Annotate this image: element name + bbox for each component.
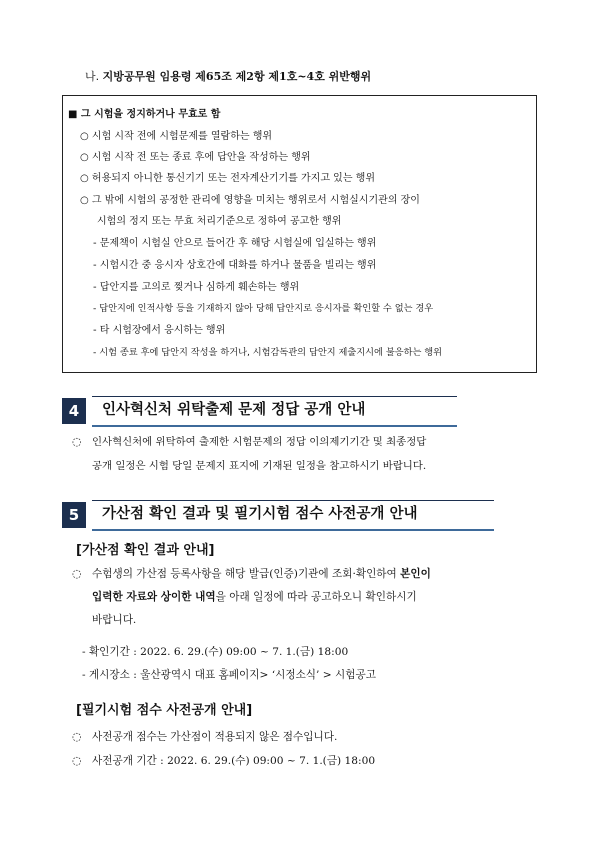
box-item: ○ 시험 시작 전 또는 종료 후에 답안을 작성하는 행위 <box>80 152 311 163</box>
section-4-line1: 인사혁신처에 위탁하여 출제한 시험문제의 정답 이의제기기간 및 최종정답 <box>92 436 427 448</box>
section-4-title: 인사혁신처 위탁출제 문제 정답 공개 안내 <box>92 396 457 427</box>
box-dash-item: - 시험시간 중 응시자 상호간에 대화를 하거나 물품을 빌리는 행위 <box>93 260 377 271</box>
box-item: ○ 그 밖에 시험의 공정한 관리에 영향을 미치는 행위로서 시험실시기관의 장이 <box>80 195 420 206</box>
score-bullet: ◌ <box>72 754 82 767</box>
box-item: ○ 허용되지 아니한 통신기기 또는 전자계산기기를 가지고 있는 행위 <box>80 173 375 184</box>
bonus-bullet: ◌ <box>72 567 82 580</box>
section-4-line2: 공개 일정은 시험 당일 문제지 표지에 기재된 일정을 참고하시기 바랍니다. <box>92 460 427 472</box>
score-preview-period: 사전공개 기간 : 2022. 6. 29.(수) 09:00 ~ 7. 1.(금) 18:00 <box>92 755 376 767</box>
bonus-points-subheading: [가산점 확인 결과 안내] <box>76 543 215 558</box>
box-item: ○ 시험 시작 전에 시험문제를 열람하는 행위 <box>80 131 273 142</box>
violation-heading <box>85 70 371 84</box>
box-dash-item: - 답안지에 인적사항 등을 기재하지 않아 당해 답안지로 응시자를 확인할 수 없는 경우 <box>93 303 434 314</box>
heading-text: 지방공무원 임용령 제65조 제2항 제1호~4호 위반행위 <box>102 70 372 83</box>
score-bullet: ◌ <box>72 730 82 743</box>
section-4-bullet: ◌ <box>72 435 82 448</box>
score-preview-subheading: [필기시험 점수 사전공개 안내] <box>76 703 253 718</box>
bonus-paragraph-line1: 수험생의 가산점 등록사항을 해당 발급(인증)기관에 조회·확인하여 본인이 <box>92 568 431 580</box>
score-preview-note: 사전공개 점수는 가산점이 적용되지 않은 점수입니다. <box>92 731 338 743</box>
section-4-number: 4 <box>62 398 86 424</box>
check-period: - 확인기간 : 2022. 6. 29.(수) 09:00 ~ 7. 1.(금) 18:00 <box>82 646 349 658</box>
section-5-number: 5 <box>62 502 86 528</box>
box-dash-item: - 타 시험장에서 응시하는 행위 <box>93 325 226 336</box>
heading-prefix: 나. <box>85 70 100 83</box>
box-title: ■ 그 시험을 정지하거나 무효로 함 <box>68 109 221 120</box>
box-dash-item: - 문제책이 시험실 안으로 들어간 후 해당 시험실에 입실하는 행위 <box>93 238 377 249</box>
bonus-paragraph-line2: 입력한 자료와 상이한 내역을 아래 일정에 따라 공고하오니 확인하시기 <box>92 591 417 603</box>
post-location: - 게시장소 : 울산광역시 대표 홈페이지> ‘시정소식’ > 시험공고 <box>82 669 376 681</box>
box-dash-item: - 답안지를 고의로 찢거나 심하게 훼손하는 행위 <box>93 282 300 293</box>
box-dash-item: - 시험 종료 후에 답안지 작성을 하거나, 시험감독관의 답안지 제출지시에 불응하는 행위 <box>93 347 442 358</box>
section-5-title: 가산점 확인 결과 및 필기시험 점수 사전공개 안내 <box>92 500 494 531</box>
bonus-paragraph-line3: 바랍니다. <box>92 614 137 626</box>
box-item-continuation: 시험의 정지 또는 무효 처리기준으로 정하여 공고한 행위 <box>97 216 342 227</box>
